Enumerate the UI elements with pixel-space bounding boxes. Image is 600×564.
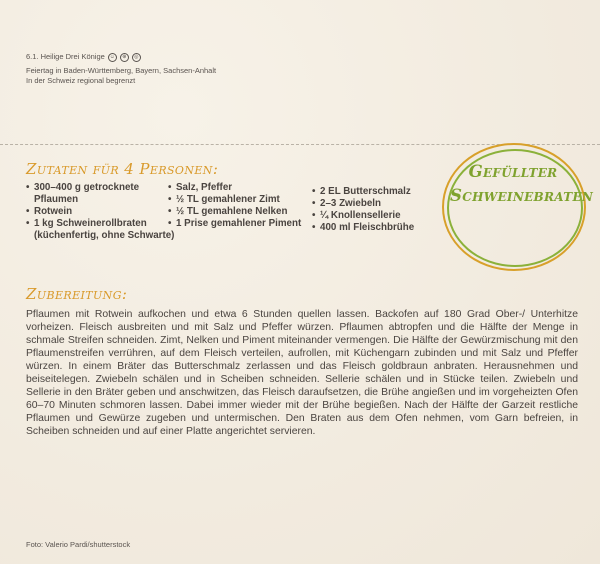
ingredient-item: • ½ TL gemahlener Zimt (168, 194, 280, 205)
ingredients-column-3 (312, 186, 452, 234)
preparation-text: Pflaumen mit Rotwein aufkochen und etwa 6 Stunden quellen lassen. Backofen auf 180 Grad Ober-/ Unterhitze vorheizen. Fleisch ausbreiten und mit Salz und Pfeffer würzen. Pflaumen abtropfen und die Hälfte der Menge in schmale Streifen schneiden. Zimt, Nelken und Piment miteinander vermengen. Die Hälfte der Gewürzmischung mit den Pflaumenstreifen verrühren, auf dem Fleisch verteilen, aufrollen, mit Küchengarn zubinden und mit Salz und Pfeffer würzen. In einem Bräter das Butterschmalz zerlassen und das Fleisch goldbraun anbraten. Herausnehmen und beiseitelegen. Zwiebeln schälen und in Scheiben schneiden. Sellerie schälen und in Stücke teilen. Zwiebeln und Sellerie in den Bräter geben und anschwitzen, das Fleisch daraufsetzen, die Brühe angießen und im vorgeheizten Ofen 60–70 Minuten schmoren lassen. Dabei immer wieder mit der Brühe begießen. Nach der Hälfte der Garzeit restliche Pflaumen und Gewürze zugeben und untermischen. Den Braten aus dem Ofen nehmen, vom Garn befreien, in Scheiben schneiden und auf einer Platte angerichtet servieren. (26, 309, 578, 437)
ingredient-item: • 1 Prise gemahlener Piment (168, 218, 302, 229)
swiss-line: In der Schweiz regional begrenzt (26, 76, 136, 85)
ingredient-item: • 2–3 Zwiebeln (312, 198, 381, 209)
holiday-line: Feiertag in Baden-Württemberg, Bayern, Sachsen-Anhalt (26, 66, 217, 75)
ingredient-item: • Rotwein (26, 206, 73, 217)
photo-credit: Foto: Valerio Pardi/shutterstock (26, 540, 131, 549)
ingredients-column-1 (26, 182, 176, 242)
date-line (26, 52, 216, 62)
title-line-2: Schweinebraten (450, 186, 594, 205)
title-line-1: Gefüllter (468, 162, 558, 181)
ingredient-item: • 2 EL Butterschmalz (312, 186, 411, 197)
date-text: 6.1. Heilige Drei Könige (26, 52, 105, 61)
symbol-icon-3: ◎ (132, 53, 141, 62)
ingredient-item: • Salz, Pfeffer (168, 182, 233, 193)
symbol-icon-2: ⊕ (120, 53, 129, 62)
ingredient-item: • 300–400 g getrocknete Pflaumen (26, 182, 140, 205)
ingredients-heading: Zutaten für 4 Personen: (26, 160, 219, 178)
page-header (26, 52, 216, 86)
preparation-heading: Zubereitung: (26, 285, 128, 303)
ingredient-item: • 400 ml Fleischbrühe (312, 222, 415, 233)
ingredient-item: • 1 kg Schweinerollbraten (küchenfertig, ohne Schwarte) (26, 218, 175, 241)
recipe-title (450, 160, 594, 208)
ingredient-item: • ¼ Knollensellerie (312, 210, 401, 221)
symbol-icon-1: ☺ (109, 53, 115, 60)
ingredients-column-2 (168, 182, 308, 230)
ingredient-item: • ½ TL gemahlene Nelken (168, 206, 288, 217)
